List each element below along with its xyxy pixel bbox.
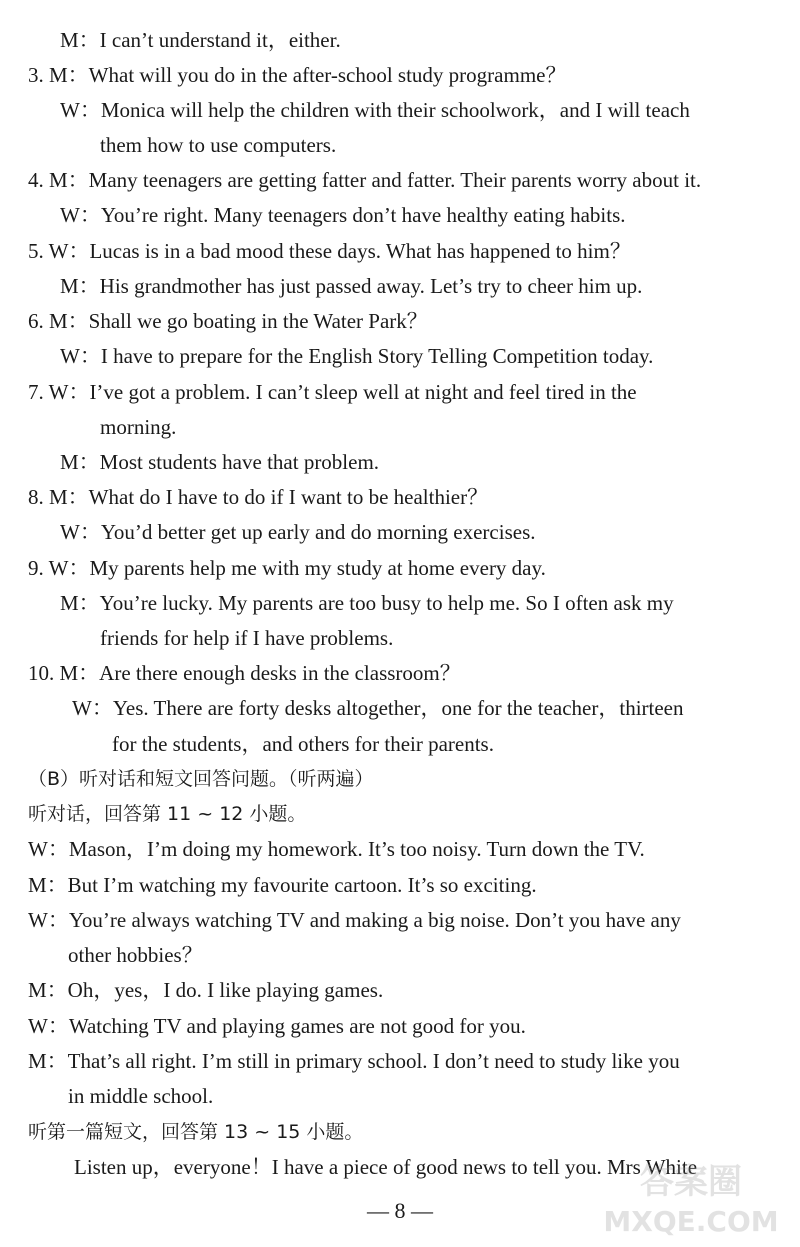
watermark-chars: 答案圈	[640, 1162, 742, 1202]
question-3-line: 3. M：What will you do in the after-school study programme？	[28, 63, 567, 87]
conversation-line: M：But I’m watching my favourite cartoon. It’s so exciting.	[28, 873, 537, 897]
conversation-continuation: other hobbies？	[68, 943, 203, 967]
sub-instruction: 听对话，回答第 11 ~ 12 小题。	[28, 803, 307, 825]
question-5-line: 5. W：Lucas is in a bad mood these days. What has happened to him？	[28, 239, 631, 263]
dialogue-continuation: for the students，and others for their parents.	[112, 732, 494, 756]
question-9-line: 9. W：My parents help me with my study at home every day.	[28, 556, 546, 580]
dialogue-line: M：His grandmother has just passed away. Let’s try to cheer him up.	[60, 274, 643, 298]
watermark-url: MXQE.COM	[603, 1205, 779, 1238]
question-7-line: 7. W：I’ve got a problem. I can’t sleep well at night and feel tired in the	[28, 380, 637, 404]
dialogue-line: W：I have to prepare for the English Story Telling Competition today.	[60, 344, 654, 368]
dialogue-continuation: friends for help if I have problems.	[100, 626, 394, 650]
conversation-line: M：That’s all right. I’m still in primary school. I don’t need to study like you	[28, 1049, 680, 1073]
passage-line: Listen up，everyone！I have a piece of good news to tell you. Mrs White	[74, 1155, 698, 1179]
section-heading: （B）听对话和短文回答问题。（听两遍）	[28, 768, 374, 790]
dialogue-line: M：I can’t understand it，either.	[60, 28, 341, 52]
question-4-line: 4. M：Many teenagers are getting fatter and fatter. Their parents worry about it.	[28, 168, 702, 192]
conversation-line: M：Oh，yes，I do. I like playing games.	[28, 978, 384, 1002]
dialogue-line: W：Yes. There are forty desks altogether，one for the teacher，thirteen	[72, 696, 684, 720]
conversation-line: W：Mason，I’m doing my homework. It’s too noisy. Turn down the TV.	[28, 837, 645, 861]
question-8-line: 8. M：What do I have to do if I want to be healthier？	[28, 485, 489, 509]
dialogue-continuation: morning.	[100, 415, 177, 439]
watermark-logo	[596, 1153, 786, 1239]
conversation-continuation: in middle school.	[68, 1084, 214, 1108]
dialogue-line: W：You’d better get up early and do morning exercises.	[60, 520, 536, 544]
question-10-line: 10. M：Are there enough desks in the classroom？	[28, 661, 461, 685]
question-6-line: 6. M：Shall we go boating in the Water Park？	[28, 309, 428, 333]
sub-instruction: 听第一篇短文，回答第 13 ~ 15 小题。	[28, 1121, 364, 1143]
dialogue-line: M：You’re lucky. My parents are too busy to help me. So I often ask my	[60, 591, 674, 615]
dialogue-line: M：Most students have that problem.	[60, 450, 380, 474]
dialogue-line: W：You’re right. Many teenagers don’t have healthy eating habits.	[60, 203, 626, 227]
dialogue-line: W：Monica will help the children with their schoolwork，and I will teach	[60, 98, 690, 122]
conversation-line: W：Watching TV and playing games are not good for you.	[28, 1014, 526, 1038]
page-number: — 8 —	[367, 1198, 433, 1223]
conversation-line: W：You’re always watching TV and making a big noise. Don’t you have any	[28, 908, 681, 932]
dialogue-continuation: them how to use computers.	[100, 133, 337, 157]
